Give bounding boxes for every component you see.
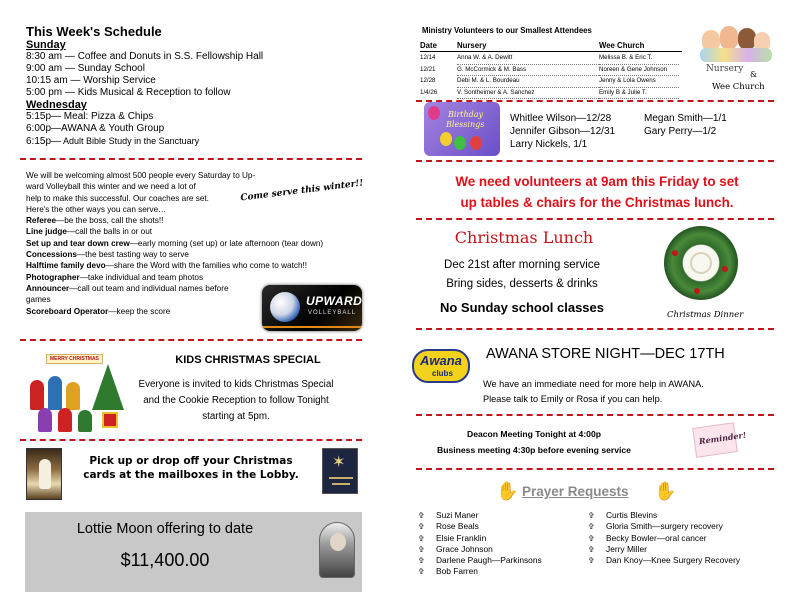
cross-bullet-icon: ✞ (418, 556, 425, 566)
nursery-badge-amp: & (750, 70, 758, 79)
wednesday-item (26, 135, 366, 148)
child-figure-icon (66, 382, 80, 410)
cell-date: 1/4/26 (420, 88, 438, 96)
nursery-badge-text: Nursery (706, 64, 744, 74)
child-figure-icon (58, 408, 72, 432)
berry-icon (694, 288, 700, 294)
role-name: Scoreboard Operator (26, 306, 109, 316)
wednesday-heading: Wednesday (26, 99, 87, 111)
role-line (26, 249, 366, 260)
header-nursery: Nursery (457, 41, 487, 50)
role-desc: —the best tasting way to serve (76, 250, 189, 260)
cross-bullet-icon: ✞ (588, 522, 595, 532)
header-wee-church: Wee Church (599, 41, 645, 50)
clipart-banner: MERRY CHRISTMAS (46, 354, 103, 364)
upward-volleyball-logo (262, 285, 362, 331)
prayer-item (588, 510, 740, 521)
birthday-item: Jennifer Gibson—12/31 (510, 126, 616, 137)
awana-body (483, 377, 704, 407)
sunday-item: 9:00 am — Sunday School (26, 63, 145, 74)
kids-special-title: KIDS CHRISTMAS SPECIAL (175, 354, 321, 366)
upward-logo-text: UPWARD (306, 294, 362, 308)
role-line (26, 260, 366, 271)
awana-line: Please talk to Emily or Rosa if you can help. (483, 394, 663, 404)
cell-nursery: Debi M. & L. Bourdeau (457, 76, 599, 88)
table-row (420, 88, 682, 100)
wednesday-item: 5:15p— Meal: Pizza & Chips (26, 111, 154, 122)
kids-special-line: Everyone is invited to kids Christmas Special (138, 379, 334, 390)
prayer-name: Bob Farren (436, 566, 478, 577)
cross-bullet-icon: ✞ (588, 533, 595, 543)
sunday-item: 5:00 pm — Kids Musical & Reception to follow (26, 87, 231, 98)
logo-accent-bar (262, 326, 362, 328)
cross-bullet-icon: ✞ (588, 511, 595, 520)
child-figure-icon (30, 380, 44, 410)
prayer-item (418, 533, 542, 544)
volleyball-intro-line: Here's the other ways you can serve… (26, 204, 167, 214)
divider (20, 158, 362, 160)
birthday-badge-line1: Birthday (448, 110, 484, 119)
deacon-meeting: Deacon Meeting Tonight at 4:00p (466, 429, 601, 439)
prayer-name: Becky Bowler—oral cancer (606, 532, 707, 543)
role-name: Concessions (26, 250, 77, 260)
awana-line: We have an immediate need for more help in AWANA. (483, 379, 704, 389)
figure-icon (39, 459, 51, 489)
come-serve-callout: Come serve this winter!! (239, 178, 364, 204)
divider (416, 414, 774, 416)
lottie-moon-portrait (319, 522, 355, 578)
card-text-bar (329, 477, 353, 479)
prayer-item (418, 510, 542, 521)
balloon-icon (470, 136, 482, 150)
cross-bullet-icon: ✞ (418, 544, 425, 554)
baby-icon (720, 26, 738, 50)
table-row (420, 76, 682, 88)
divider (416, 328, 774, 330)
cell-date: 12/14 (420, 54, 436, 61)
christmas-lunch-line2: Bring sides, desserts & drinks (446, 278, 598, 290)
prayer-col-2 (588, 510, 740, 566)
prayer-item (418, 555, 542, 566)
balloon-icon (454, 136, 466, 150)
prayer-name: Dan Knoy—Knee Surgery Recovery (606, 555, 741, 566)
prayer-name: Darlene Paugh—Parkinsons (436, 555, 542, 566)
prayer-col-1 (418, 510, 542, 578)
cross-bullet-icon: ✞ (418, 533, 425, 543)
balloon-icon (428, 106, 440, 120)
cross-bullet-icon: ✞ (418, 511, 425, 520)
prayer-item (418, 544, 542, 555)
role-name: Halftime family devo (26, 261, 106, 271)
table-header (420, 41, 682, 51)
cross-bullet-icon: ✞ (418, 567, 425, 577)
birthday-badge-line2: Blessings (446, 120, 485, 129)
sunday-item: 10:15 am — Worship Service (26, 75, 156, 86)
kids-special-body (118, 377, 354, 425)
awana-clubs-logo (412, 349, 470, 383)
alert-line: We need volunteers at 9am this Friday to set (455, 174, 739, 189)
role-name: Set up and tear down crew (26, 238, 130, 248)
christmas-lunch-line1: Dec 21st after morning service (444, 259, 600, 271)
ministry-title: Ministry Volunteers to our Smallest Attendees (422, 26, 592, 35)
cards-notice (66, 454, 316, 482)
role-name: Referee (26, 216, 57, 226)
awana-logo-text: Awana (420, 353, 462, 368)
nursery-badge (700, 24, 772, 98)
cell-nursery: G. McCormick & M. Bass (457, 65, 599, 77)
cell-nursery: Anna W. & A. Dewitt (457, 53, 599, 65)
cross-bullet-icon: ✞ (588, 556, 595, 566)
kids-special-line: starting at 5pm. (202, 411, 270, 422)
cell-nursery: V. Sontheimer & A. Sanchez (457, 88, 599, 100)
role-desc: —be the boss, call the shots!! (56, 216, 164, 226)
divider (20, 339, 362, 341)
role-desc: —keep the score (108, 306, 171, 316)
role-line (26, 272, 366, 283)
cards-line: Pick up or drop off your Christmas (89, 455, 293, 467)
christmas-lunch-title: Christmas Lunch (454, 228, 594, 247)
prayer-name: Grace Johnson (436, 543, 493, 554)
cross-bullet-icon: ✞ (588, 544, 595, 554)
header-rule (420, 51, 682, 52)
schedule-title: This Week's Schedule (26, 24, 162, 39)
cards-line: cards at the mailboxes in the Lobby. (83, 469, 299, 481)
alert-line: up tables & chairs for the Christmas lunch. (460, 195, 734, 210)
birthday-col-2 (644, 112, 727, 138)
role-line (26, 238, 366, 249)
divider (416, 218, 774, 220)
prayer-name: Rose Beals (436, 521, 479, 532)
cross-bullet-icon: ✞ (418, 522, 425, 532)
prayer-item (588, 533, 740, 544)
role-line (26, 226, 366, 237)
cell-date: 12/28 (420, 77, 436, 84)
upward-logo-subtext: VOLLEYBALL (308, 310, 357, 316)
birthday-col-1 (510, 112, 615, 151)
balloon-icon (440, 132, 452, 146)
star-icon: ✶ (332, 454, 346, 471)
awana-title: AWANA STORE NIGHT—DEC 17TH (486, 346, 725, 362)
holy-family-image (26, 448, 62, 500)
christmas-dinner-caption: Christmas Dinner (667, 310, 744, 320)
prayer-name: Elsie Franklin (436, 532, 487, 543)
praying-hands-icon: ✋ (496, 481, 519, 501)
volleyball-intro-line: We will be welcoming almost 500 people every Saturday to Up- (26, 171, 256, 180)
birthday-blessings-badge (424, 102, 500, 156)
table-row (420, 53, 682, 65)
reminder-text: Reminder! (698, 429, 747, 447)
prayer-item (418, 521, 542, 532)
cell-wee: Noreen & Gene Johnson (599, 65, 679, 77)
prayer-name: Curtis Blevins (606, 510, 658, 520)
volleyball-icon (270, 292, 300, 322)
prayer-name: Jerry Miller (606, 543, 647, 554)
kids-special-line: and the Cookie Reception to follow Tonight (143, 395, 329, 406)
divider (20, 439, 362, 441)
role-desc: —take individual and team photos (79, 272, 204, 282)
prayer-title: Prayer Requests (522, 484, 629, 499)
role-desc: games (26, 295, 51, 305)
star-card-image (322, 448, 358, 494)
sunday-heading: Sunday (26, 39, 66, 51)
divider (416, 160, 774, 162)
role-name: Announcer (26, 283, 70, 293)
praying-hands-icon: ✋ (654, 481, 677, 501)
volleyball-intro-line: help to make this successful. Our coaches are set. (26, 193, 209, 203)
cell-wee: Jenny & Lola Owens (599, 76, 679, 88)
plate-icon (690, 252, 712, 274)
sunday-item: 8:30 am — Coffee and Donuts in S.S. Fellowship Hall (26, 51, 264, 62)
role-desc: —early morning (set up) or late afternoon (tear down) (129, 238, 324, 248)
role-desc: —call out team and individual names before (69, 283, 229, 293)
wednesday-item-text: Adult Bible Study in the Sanctuary (61, 136, 200, 146)
volunteer-alert (410, 171, 784, 213)
role-desc: —share the Word with the families who come to watch!! (105, 261, 308, 271)
gift-icon (102, 412, 118, 428)
awana-logo-subtext: clubs (432, 369, 453, 378)
birthday-item: Megan Smith—1/1 (644, 113, 727, 124)
lottie-moon-box (25, 512, 362, 592)
role-desc: —call the balls in or out (66, 227, 153, 237)
berry-icon (672, 250, 678, 256)
wee-church-badge-text: Wee Church (712, 82, 765, 92)
role-name: Line judge (26, 227, 67, 237)
lottie-title: Lottie Moon offering to date (76, 521, 254, 537)
blanket-icon (700, 48, 772, 62)
business-meeting: Business meeting 4:30p before evening service (437, 445, 631, 455)
berry-icon (722, 266, 728, 272)
schedule-section (26, 24, 366, 148)
christmas-lunch-line3: No Sunday school classes (439, 300, 604, 315)
header-date: Date (420, 41, 437, 50)
wednesday-item: 6:00p—AWANA & Youth Group (26, 123, 165, 134)
prayer-item (588, 521, 740, 532)
prayer-name: Suzi Maner (436, 510, 479, 520)
card-text-bar (332, 483, 350, 485)
table-row (420, 65, 682, 77)
cell-wee: Melissa B. & Eric T. (599, 53, 679, 65)
cell-date: 12/21 (420, 65, 436, 73)
volleyball-intro-line: ward Volleyball this winter and we need a lot of (26, 182, 196, 192)
christmas-wreath-image (664, 226, 738, 300)
role-line (26, 215, 366, 226)
birthday-item: Gary Perry—1/2 (644, 126, 717, 137)
prayer-item (418, 566, 542, 577)
role-name: Photographer (26, 272, 80, 282)
birthday-item: Larry Nickels, 1/1 (510, 139, 588, 150)
child-figure-icon (38, 408, 52, 432)
child-figure-icon (78, 410, 92, 432)
ministry-table (420, 41, 682, 99)
prayer-item (588, 555, 740, 566)
child-figure-icon (48, 376, 62, 410)
cell-wee: Emily B & Julie T. (599, 88, 679, 100)
reminder-note (692, 422, 747, 458)
birthday-item: Whitlee Wilson—12/28 (510, 113, 612, 124)
lottie-amount: $11,400.00 (120, 550, 210, 570)
portrait-face-icon (330, 533, 346, 551)
kids-christmas-clipart (26, 350, 124, 436)
wednesday-item-time: 6:15p— (26, 136, 62, 147)
divider (416, 468, 774, 470)
prayer-name: Gloria Smith—surgery recovery (606, 521, 723, 532)
prayer-item (588, 544, 740, 555)
